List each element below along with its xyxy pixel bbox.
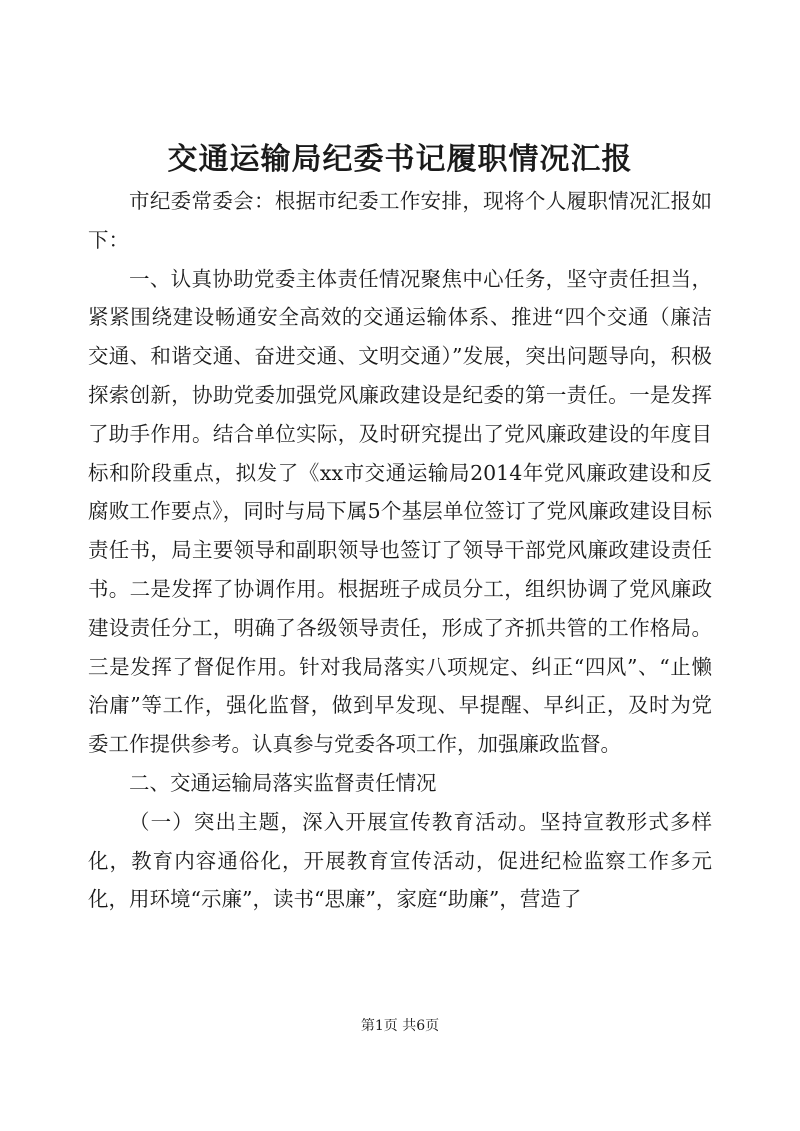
page-number-footer: 第1页 共6页 bbox=[360, 1018, 440, 1034]
paragraph-subsection-one: （一）突出主题，深入开展宣传教育活动。坚持宣教形式多样化，教育内容通俗化，开展教育宣传活动，促进纪检监察工作多元化，用环境“示廉”，读书“思廉”，家庭“助廉”，营造了 bbox=[88, 809, 712, 912]
document-body bbox=[88, 182, 712, 919]
document-title: 交通运输局纪委书记履职情况汇报 bbox=[167, 142, 633, 177]
paragraph-section-one: 一、认真协助党委主体责任情况聚焦中心任务，坚守责任担当，紧紧围绕建设畅通安全高效的交通运输体系、推进“四个交通（廉洁交通、和谐交通、奋进交通、文明交通）”发展，突出问题导向，积极探索创新，协助党委加强党风廉政建设是纪委的第一责任。一是发挥了助手作用。结合单位实际，及时研究提出了党风廉政建设的年度目标和阶段重点，拟发了《xx市交通运输局2014年党风廉政建设和反腐败工作要点》，同时与局下属5个基层单位签订了党风廉政建设目标责任书，局主要领导和副职领导也签订了领导干部党风廉政建设责任书。二是发挥了协调作用。根据班子成员分工，组织协调了党风廉政建设责任分工，明确了各级领导责任，形成了齐抓共管的工作格局。三是发挥了督促作用。针对我局落实八项规定、纠正“四风”、“止懒治庸”等工作，强化监督，做到早发现、早提醒、早纠正，及时为党委工作提供参考。认真参与党委各项工作，加强廉政监督。 bbox=[88, 266, 712, 757]
paragraph-section-two-heading: 二、交通运输局落实监督责任情况 bbox=[129, 770, 437, 795]
paragraph-salutation: 市纪委常委会：根据市纪委工作安排，现将个人履职情况汇报如下： bbox=[88, 189, 712, 252]
